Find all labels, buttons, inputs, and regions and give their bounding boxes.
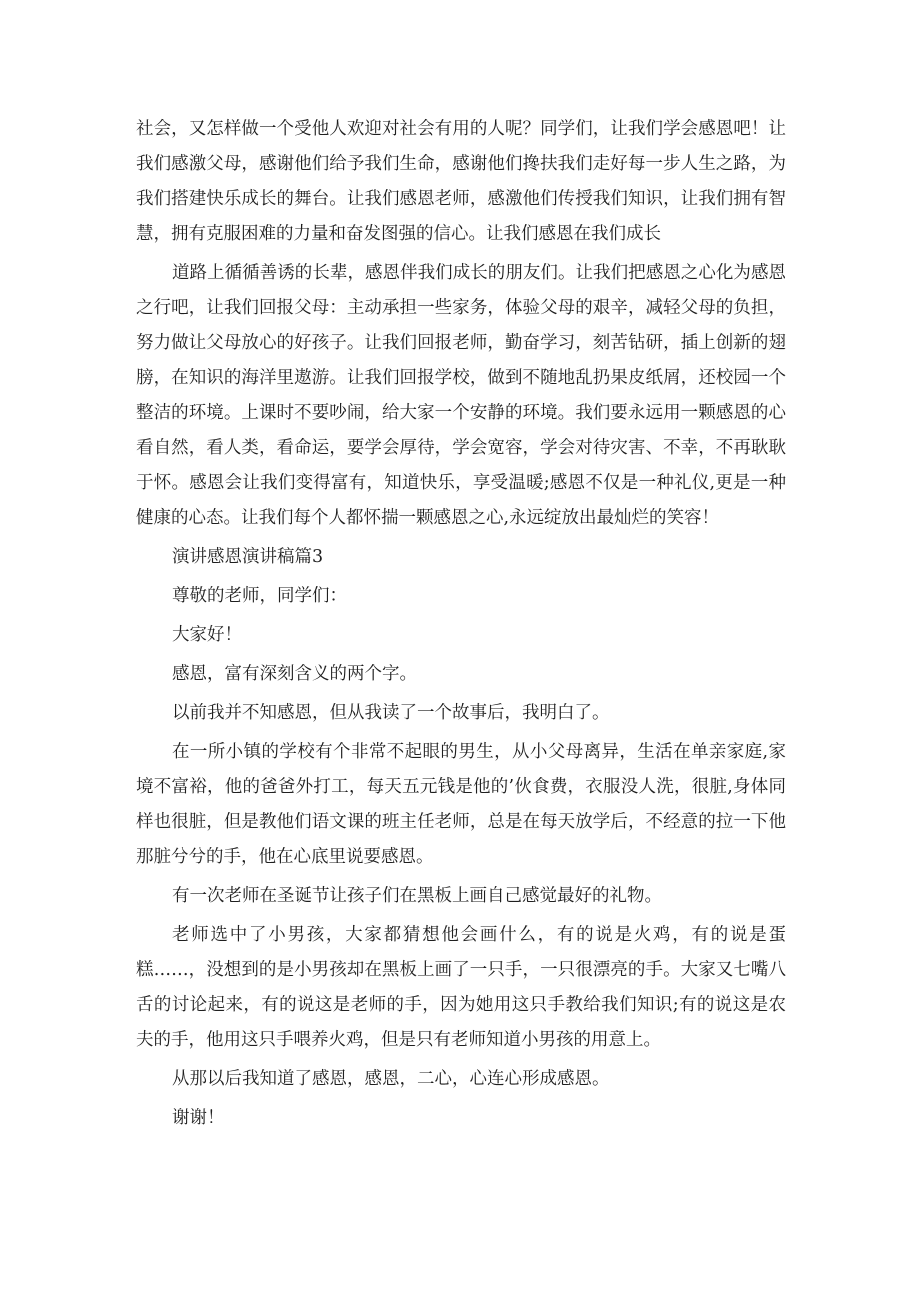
greeting: 大家好！ <box>172 625 242 645</box>
section-heading: 演讲感恩演讲稿篇3 <box>172 547 324 567</box>
paragraph-story-boy: 在一所小镇的学校有个非常不起眼的男生，从小父母离异，生活在单亲家庭,家境不富裕，他的爸爸外打工，每天五元钱是他的’伙食费，衣服没人洗，很脏,身体同样也很脏，但是教他们语文课的班主任老师，总是在每天放学后，不经意的拉一下他那脏兮兮的手，他在心底里说要感恩。 <box>136 742 786 867</box>
paragraph-1: 社会，又怎样做一个受他人欢迎对社会有用的人呢？同学们，让我们学会感恩吧！让我们感激父母，感谢他们给予我们生命，感谢他们搀扶我们走好每一步人生之路，为我们搭建快乐成长的舞台。让我们感恩老师，感激他们传授我们知识，让我们拥有智慧，拥有克服困难的力量和奋发图强的信心。让我们感恩在我们成长 <box>136 119 786 244</box>
document-body <box>136 112 786 1136</box>
paragraph-christmas: 有一次老师在圣诞节让孩子们在黑板上画自己感觉最好的礼物。 <box>172 886 662 906</box>
salutation: 尊敬的老师，同学们： <box>172 586 347 606</box>
paragraph-drawing: 老师选中了小男孩，大家都猜想他会画什么，有的说是火鸡，有的说是蛋糕……，没想到的是小男孩却在黑板上画了一只手，一只很漂亮的手。大家又七嘴八舌的讨论起来，有的说这是老师的手，因为她用这只手教给我们知识;有的说这是农夫的手，他用这只手喂养火鸡，但是只有老师知道小男孩的用意上。 <box>136 925 786 1050</box>
closing-thanks: 谢谢！ <box>172 1108 225 1128</box>
paragraph-conclusion: 从那以后我知道了感恩，感恩，二心，心连心形成感恩。 <box>172 1069 610 1089</box>
paragraph-2: 道路上循循善诱的长辈，感恩伴我们成长的朋友们。让我们把感恩之心化为感恩之行吧，让我们回报父母：主动承担一些家务，体验父母的艰辛，减轻父母的负担，努力做让父母放心的好孩子。让我们回报老师，勤奋学习，刻苦钻研，插上创新的翅膀，在知识的海洋里遨游。让我们回报学校，做到不随地乱扔果皮纸屑，还校园一个整洁的环境。上课时不要吵闹，给大家一个安静的环境。我们要永远用一颗感恩的心看自然，看人类，看命运，要学会厚待，学会宽容，学会对待灾害、不幸，不再耿耿于怀。感恩会让我们变得富有，知道快乐，享受温暖;感恩不仅是一种礼仪,更是一种健康的心态。让我们每个人都怀揣一颗感恩之心,永远绽放出最灿烂的笑容！ <box>136 263 786 528</box>
paragraph-thanks-meaning: 感恩，富有深刻含义的两个字。 <box>172 664 417 684</box>
paragraph-intro-story: 以前我并不知感恩，但从我读了一个故事后，我明白了。 <box>172 703 610 723</box>
